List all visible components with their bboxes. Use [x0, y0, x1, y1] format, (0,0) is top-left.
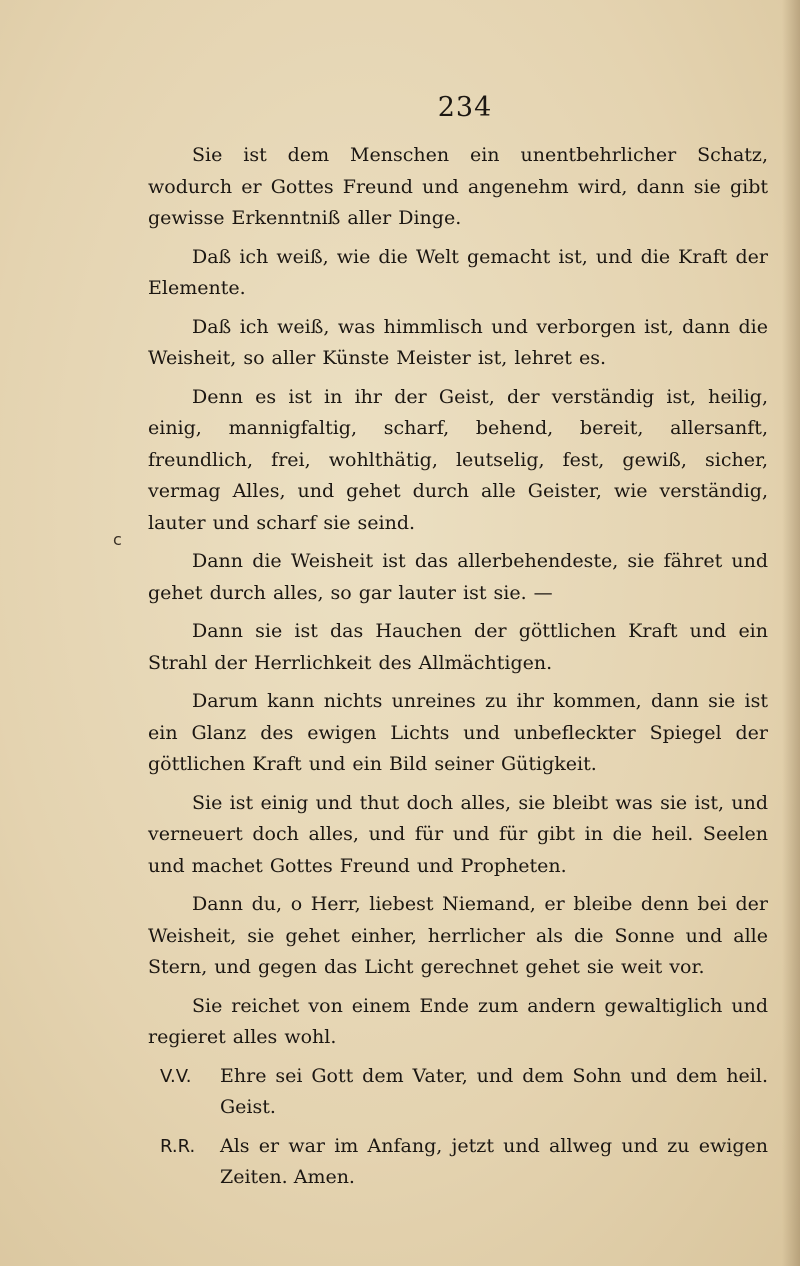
paragraph-7: Darum kann nichts unreines zu ihr kommen, dann sie ist ein Glanz des ewigen Lichts und unbefleckter Spiegel der göttlichen Kraft und ein Bild seiner Gütigkeit.	[148, 690, 768, 775]
paragraph-1: Sie ist dem Menschen ein unentbehrlicher Schatz, wodurch er Gottes Freund und angenehm wird, dann sie gibt gewisse Erkenntniß aller Dinge.	[148, 144, 768, 229]
paragraph-6: Dann sie ist das Hauchen der göttlichen Kraft und ein Strahl der Herrlichkeit des Allmächtigen.	[148, 620, 768, 674]
paragraph-5: Dann die Weisheit ist das allerbehendeste, sie fähret und gehet durch alles, so gar lauter ist sie. —	[148, 550, 768, 604]
body-text	[148, 140, 768, 1201]
response	[148, 1131, 768, 1194]
paragraph-4: Denn es ist in ihr der Geist, der verständig ist, heilig, einig, mannigfaltig, scharf, behend, bereit, allersanft, freundlich, frei, wohlthätig, leutselig, fest, gewiß, sicher, vermag Alles, und gehet durch alle Geister, wie verständig, lauter und scharf sie seind.	[148, 385, 768, 534]
response-label: R.R.	[160, 1135, 196, 1157]
paragraph-8: Sie ist einig und thut doch alles, sie bleibt was sie ist, und verneuert doch alles, und für und für gibt in die heil. Seelen und machet Gottes Freund und Propheten.	[148, 791, 768, 877]
page-number: 234	[437, 92, 493, 123]
margin-mark: c	[113, 530, 122, 549]
paragraph-2: Daß ich weiß, wie die Welt gemacht ist, und die Kraft der Elemente.	[148, 245, 768, 299]
paragraph-3: Daß ich weiß, was himmlisch und verborgen ist, dann die Weisheit, so aller Künste Meister ist, lehret es.	[148, 315, 768, 369]
response-text: Als er war im Anfang, jetzt und allweg und zu ewigen Zeiten. Amen.	[220, 1134, 768, 1188]
paragraph-10: Sie reichet von einem Ende zum andern gewaltiglich und regieret alles wohl.	[148, 994, 768, 1048]
versicle	[148, 1061, 768, 1124]
versicle-label: V.V.	[160, 1065, 192, 1087]
versicle-text: Ehre sei Gott dem Vater, und dem Sohn und dem heil. Geist.	[220, 1064, 768, 1118]
paragraph-9: Dann du, o Herr, liebest Niemand, er bleibe denn bei der Weisheit, sie gehet einher, herrlicher als die Sonne und alle Stern, und gegen das Licht gerechnet gehet sie weit vor.	[148, 893, 768, 978]
page-edge-shadow	[782, 0, 800, 1266]
